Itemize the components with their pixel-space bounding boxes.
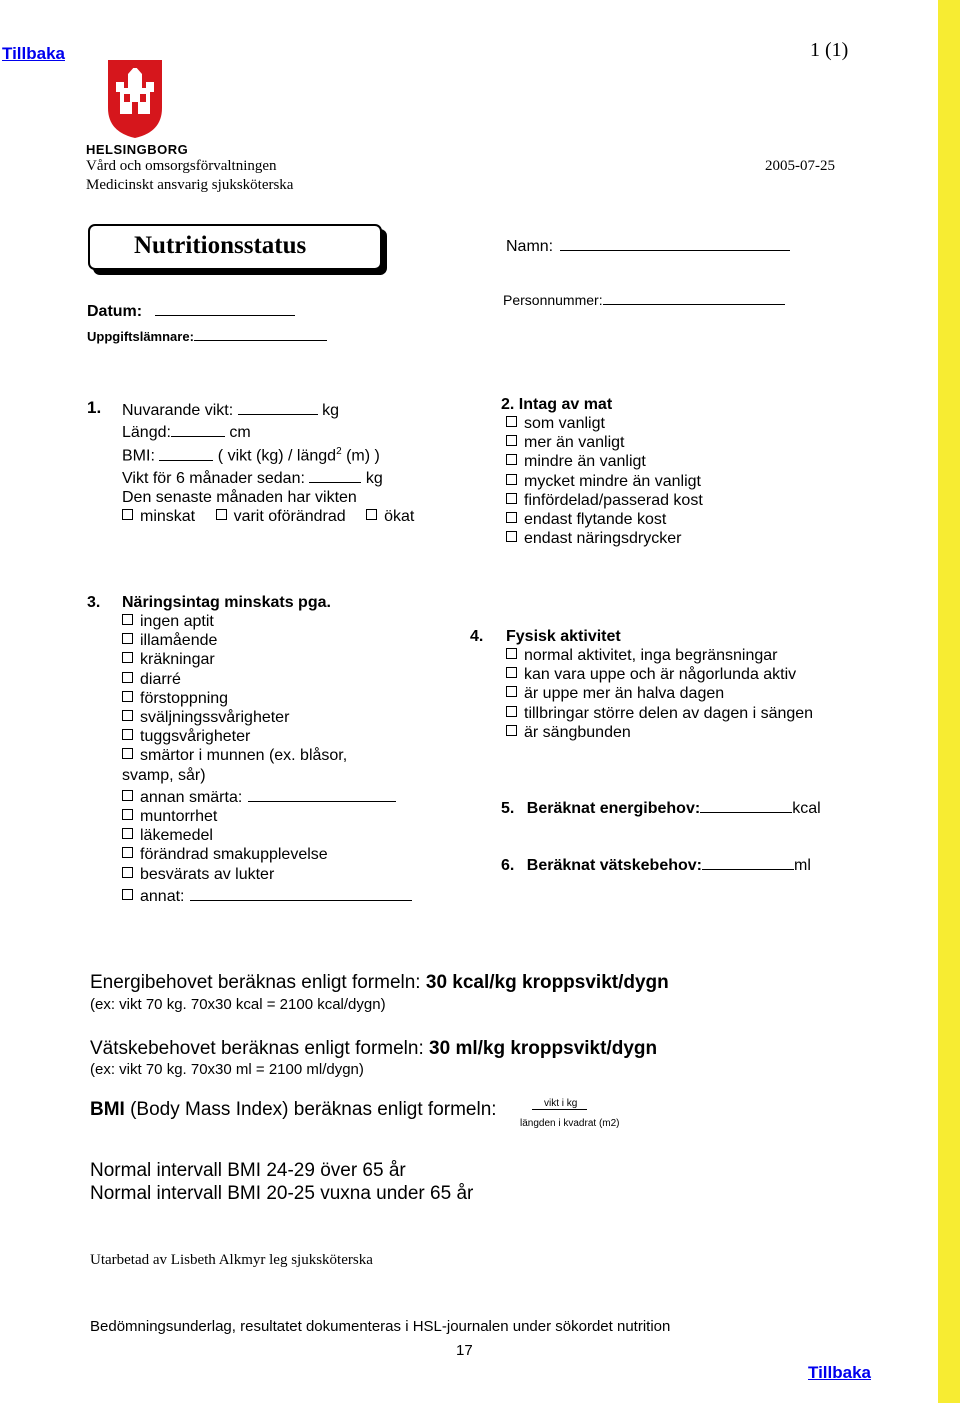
s3a-item-label: kräkningar [140, 651, 215, 669]
title-box [88, 224, 382, 270]
energibehov-line[interactable] [700, 796, 792, 813]
vikt6-label: Vikt för 6 månader sedan: [122, 469, 305, 487]
s4-item[interactable] [506, 723, 813, 742]
normal-interval-2: Normal intervall BMI 20-25 vuxna under 65 år [90, 1183, 474, 1204]
langd-label: Längd: [122, 424, 171, 442]
checkbox[interactable] [122, 867, 133, 878]
personnummer-field[interactable] [503, 290, 785, 308]
checkbox[interactable] [506, 454, 517, 465]
s3b-item-label: annan smärta: [140, 788, 243, 806]
checkbox[interactable] [506, 435, 517, 446]
page-title: Nutritionsstatus [134, 232, 307, 259]
langd-line[interactable] [171, 420, 225, 437]
fluid-formula [90, 1038, 657, 1060]
s3a-item-label: sväljningssvårigheter [140, 709, 290, 727]
checkbox[interactable] [122, 672, 133, 683]
fluid-example: (ex: vikt 70 kg. 70x30 ml = 2100 ml/dygn) [90, 1061, 364, 1078]
s3b-item[interactable] [122, 845, 412, 864]
option-minskat: minskat [140, 508, 196, 526]
uppgiftslamnare-label: Uppgiftslämnare: [87, 329, 194, 344]
s3a-item[interactable] [122, 650, 412, 669]
yellow-sidebar [938, 0, 960, 1403]
s3b-item[interactable] [122, 807, 412, 826]
s4-item[interactable] [506, 646, 813, 665]
datum-field[interactable] [87, 299, 295, 321]
city-crest-logo [106, 58, 164, 140]
checkbox-okat[interactable] [366, 509, 377, 520]
checkbox[interactable] [506, 474, 517, 485]
section2-title: 2. Intag av mat [501, 396, 613, 413]
s4-item[interactable] [506, 665, 813, 684]
checkbox[interactable] [122, 652, 133, 663]
footer-note: Bedömningsunderlag, resultatet dokumenteras i HSL-journalen under sökordet nutrition [90, 1318, 671, 1335]
s3a-item-label: diarré [140, 670, 181, 688]
s4-item[interactable] [506, 684, 813, 703]
role: Medicinskt ansvarig sjuksköterska [86, 177, 294, 193]
s2-item-label: endast näringsdrycker [524, 530, 682, 548]
section6 [501, 853, 811, 875]
checkbox-oforandrad[interactable] [216, 509, 227, 520]
personnummer-line[interactable] [603, 290, 785, 305]
datum-label: Datum: [87, 303, 143, 320]
fluid-formula-value: 30 ml/kg kroppsvikt/dygn [429, 1038, 658, 1059]
fill-in-line[interactable] [190, 884, 412, 901]
s3b-item-label: muntorrhet [140, 808, 218, 826]
energy-formula [90, 972, 669, 994]
checkbox[interactable] [122, 748, 133, 759]
bmi-line[interactable] [159, 444, 213, 461]
section5-label: Beräknat energibehov: [526, 800, 701, 817]
s4-item-label: normal aktivitet, inga begränsningar [524, 647, 778, 664]
section3-number: 3. [87, 594, 101, 611]
checkbox[interactable] [506, 531, 517, 542]
s3a-item-label: illamående [140, 632, 218, 650]
section6-unit: ml [793, 857, 811, 874]
uppgiftslamnare-field[interactable] [87, 327, 327, 344]
s4-item[interactable] [506, 704, 813, 723]
checkbox[interactable] [122, 614, 133, 625]
page-number: 1 (1) [810, 39, 849, 61]
checkbox[interactable] [506, 686, 517, 697]
s2-item[interactable] [506, 433, 703, 452]
section5-number: 5. [501, 800, 515, 817]
checkbox[interactable] [506, 493, 517, 504]
checkbox[interactable] [122, 847, 133, 858]
vikt6-unit: kg [365, 469, 383, 487]
checkbox[interactable] [506, 648, 517, 659]
energy-example: (ex: vikt 70 kg. 70x30 kcal = 2100 kcal/dygn) [90, 996, 386, 1013]
s3a-item-label: smärtor i munnen (ex. blåsor, [140, 747, 348, 765]
section3-list [122, 612, 412, 906]
s3b-item-label: annat: [140, 887, 185, 905]
s4-item-label: är sängbunden [524, 723, 631, 741]
s3b-item-label: läkemedel [140, 827, 213, 845]
section6-number: 6. [501, 857, 515, 874]
bmi-formula-text: (Body Mass Index) beräknas enligt formeln: [124, 1099, 497, 1120]
checkbox[interactable] [506, 416, 517, 427]
s2-item-label: finfördelad/passerad kost [524, 491, 703, 509]
s2-item[interactable] [506, 414, 703, 433]
section1 [122, 398, 414, 527]
s4-item-label: är uppe mer än halva dagen [524, 685, 725, 703]
bmi-sup: 2 [336, 446, 342, 458]
vikt-label: Nuvarande vikt: [122, 402, 234, 419]
vikt6-line[interactable] [309, 466, 361, 483]
s3b-item[interactable] [122, 884, 412, 906]
checkbox[interactable] [122, 691, 133, 702]
bmi-formula: ( vikt (kg) / längd [217, 447, 337, 465]
s2-item-label: mycket mindre än vanligt [524, 472, 701, 490]
author: Utarbetad av Lisbeth Alkmyr leg sjuksköterska [90, 1252, 373, 1268]
s4-item-label: kan vara uppe och är någorlunda aktiv [524, 666, 797, 684]
s2-item[interactable] [506, 472, 703, 491]
s3a-item[interactable] [122, 631, 412, 650]
s3a-item[interactable] [122, 727, 412, 746]
checkbox[interactable] [506, 512, 517, 523]
s2-item[interactable] [506, 510, 703, 529]
personnummer-label: Personnummer: [503, 292, 603, 308]
s2-item[interactable] [506, 491, 703, 510]
section1-number: 1. [87, 398, 102, 417]
datum-line[interactable] [155, 299, 295, 316]
s3b-item[interactable] [122, 826, 412, 845]
namn-label: Namn: [506, 238, 554, 255]
s3b-item-label: förändrad smakupplevelse [140, 846, 328, 864]
langd-unit: cm [229, 424, 251, 442]
checkbox[interactable] [122, 889, 133, 900]
footer-page: 17 [456, 1342, 473, 1359]
checkbox[interactable] [122, 828, 133, 839]
section5 [501, 796, 821, 818]
section5-unit: kcal [792, 800, 821, 817]
namn-line[interactable] [560, 234, 790, 251]
s3a-item-label: tuggsvårigheter [140, 728, 251, 746]
option-okat: ökat [384, 508, 415, 526]
bmi-formula-line [90, 1099, 497, 1121]
s2-item-label: som vanligt [524, 415, 605, 432]
checkbox-minskat[interactable] [122, 509, 133, 520]
section4-number: 4. [470, 628, 484, 645]
senaste-label: Den senaste månaden har vikten [122, 489, 357, 507]
s3a-item[interactable] [122, 612, 412, 631]
s3a-item-label: ingen aptit [140, 613, 214, 630]
section6-label: Beräknat vätskebehov: [526, 857, 702, 874]
energy-formula-value: 30 kcal/kg kroppsvikt/dygn [425, 972, 669, 993]
s3a-item[interactable] [122, 689, 412, 708]
checkbox[interactable] [122, 790, 133, 801]
uppgiftslamnare-line[interactable] [194, 327, 327, 341]
s2-item[interactable] [506, 452, 703, 471]
section2-list [506, 414, 703, 548]
s2-item-label: mindre än vanligt [524, 453, 646, 471]
energy-formula-text: Energibehovet beräknas enligt formeln: [90, 972, 426, 993]
back-link-top[interactable]: Tillbaka [2, 44, 65, 63]
namn-field[interactable] [506, 234, 790, 256]
s3b-item[interactable] [122, 785, 412, 807]
s2-item-label: endast flytande kost [524, 511, 667, 529]
checkbox[interactable] [506, 667, 517, 678]
bmi-formula-end: (m) ) [341, 447, 380, 465]
s3a-item-label: förstoppning [140, 689, 229, 707]
vatskebehov-line[interactable] [702, 853, 794, 870]
s2-item-label: mer än vanligt [524, 434, 625, 452]
checkbox[interactable] [506, 725, 517, 736]
normal-interval-1: Normal intervall BMI 24-29 över 65 år [90, 1160, 406, 1181]
section3-title: Näringsintag minskats pga. [122, 594, 331, 611]
section3-cont: svamp, sår) [122, 766, 206, 784]
checkbox[interactable] [122, 729, 133, 740]
vikt-unit: kg [322, 402, 339, 419]
vikt-line[interactable] [238, 398, 318, 415]
option-oforandrad: varit oförändrad [233, 508, 346, 526]
section4-title: Fysisk aktivitet [506, 628, 621, 645]
s3b-item-label: besvärats av lukter [140, 865, 275, 883]
checkbox[interactable] [122, 633, 133, 644]
s3a-item[interactable] [122, 670, 412, 689]
section4-list [506, 646, 813, 742]
checkbox[interactable] [122, 710, 133, 721]
fill-in-line[interactable] [248, 785, 396, 802]
fluid-formula-text: Vätskebehovet beräknas enligt formeln: [90, 1038, 430, 1059]
bmi-label: BMI: [122, 447, 155, 465]
checkbox[interactable] [506, 706, 517, 717]
department: Vård och omsorgsförvaltningen [86, 158, 277, 174]
bmi-abbrev: BMI [90, 1099, 125, 1120]
s3b-item[interactable] [122, 865, 412, 884]
checkbox[interactable] [122, 809, 133, 820]
s4-item-label: tillbringar större delen av dagen i sängen [524, 704, 814, 722]
back-link-bottom[interactable]: Tillbaka [808, 1363, 871, 1382]
s2-item[interactable] [506, 529, 703, 548]
document-date: 2005-07-25 [765, 158, 835, 174]
s3a-item[interactable] [122, 746, 412, 765]
logo-text: HELSINGBORG [86, 142, 189, 157]
bmi-numerator: vikt i kg [532, 1098, 587, 1110]
bmi-denominator: längden i kvadrat (m2) [520, 1118, 620, 1129]
s3a-item[interactable] [122, 708, 412, 727]
